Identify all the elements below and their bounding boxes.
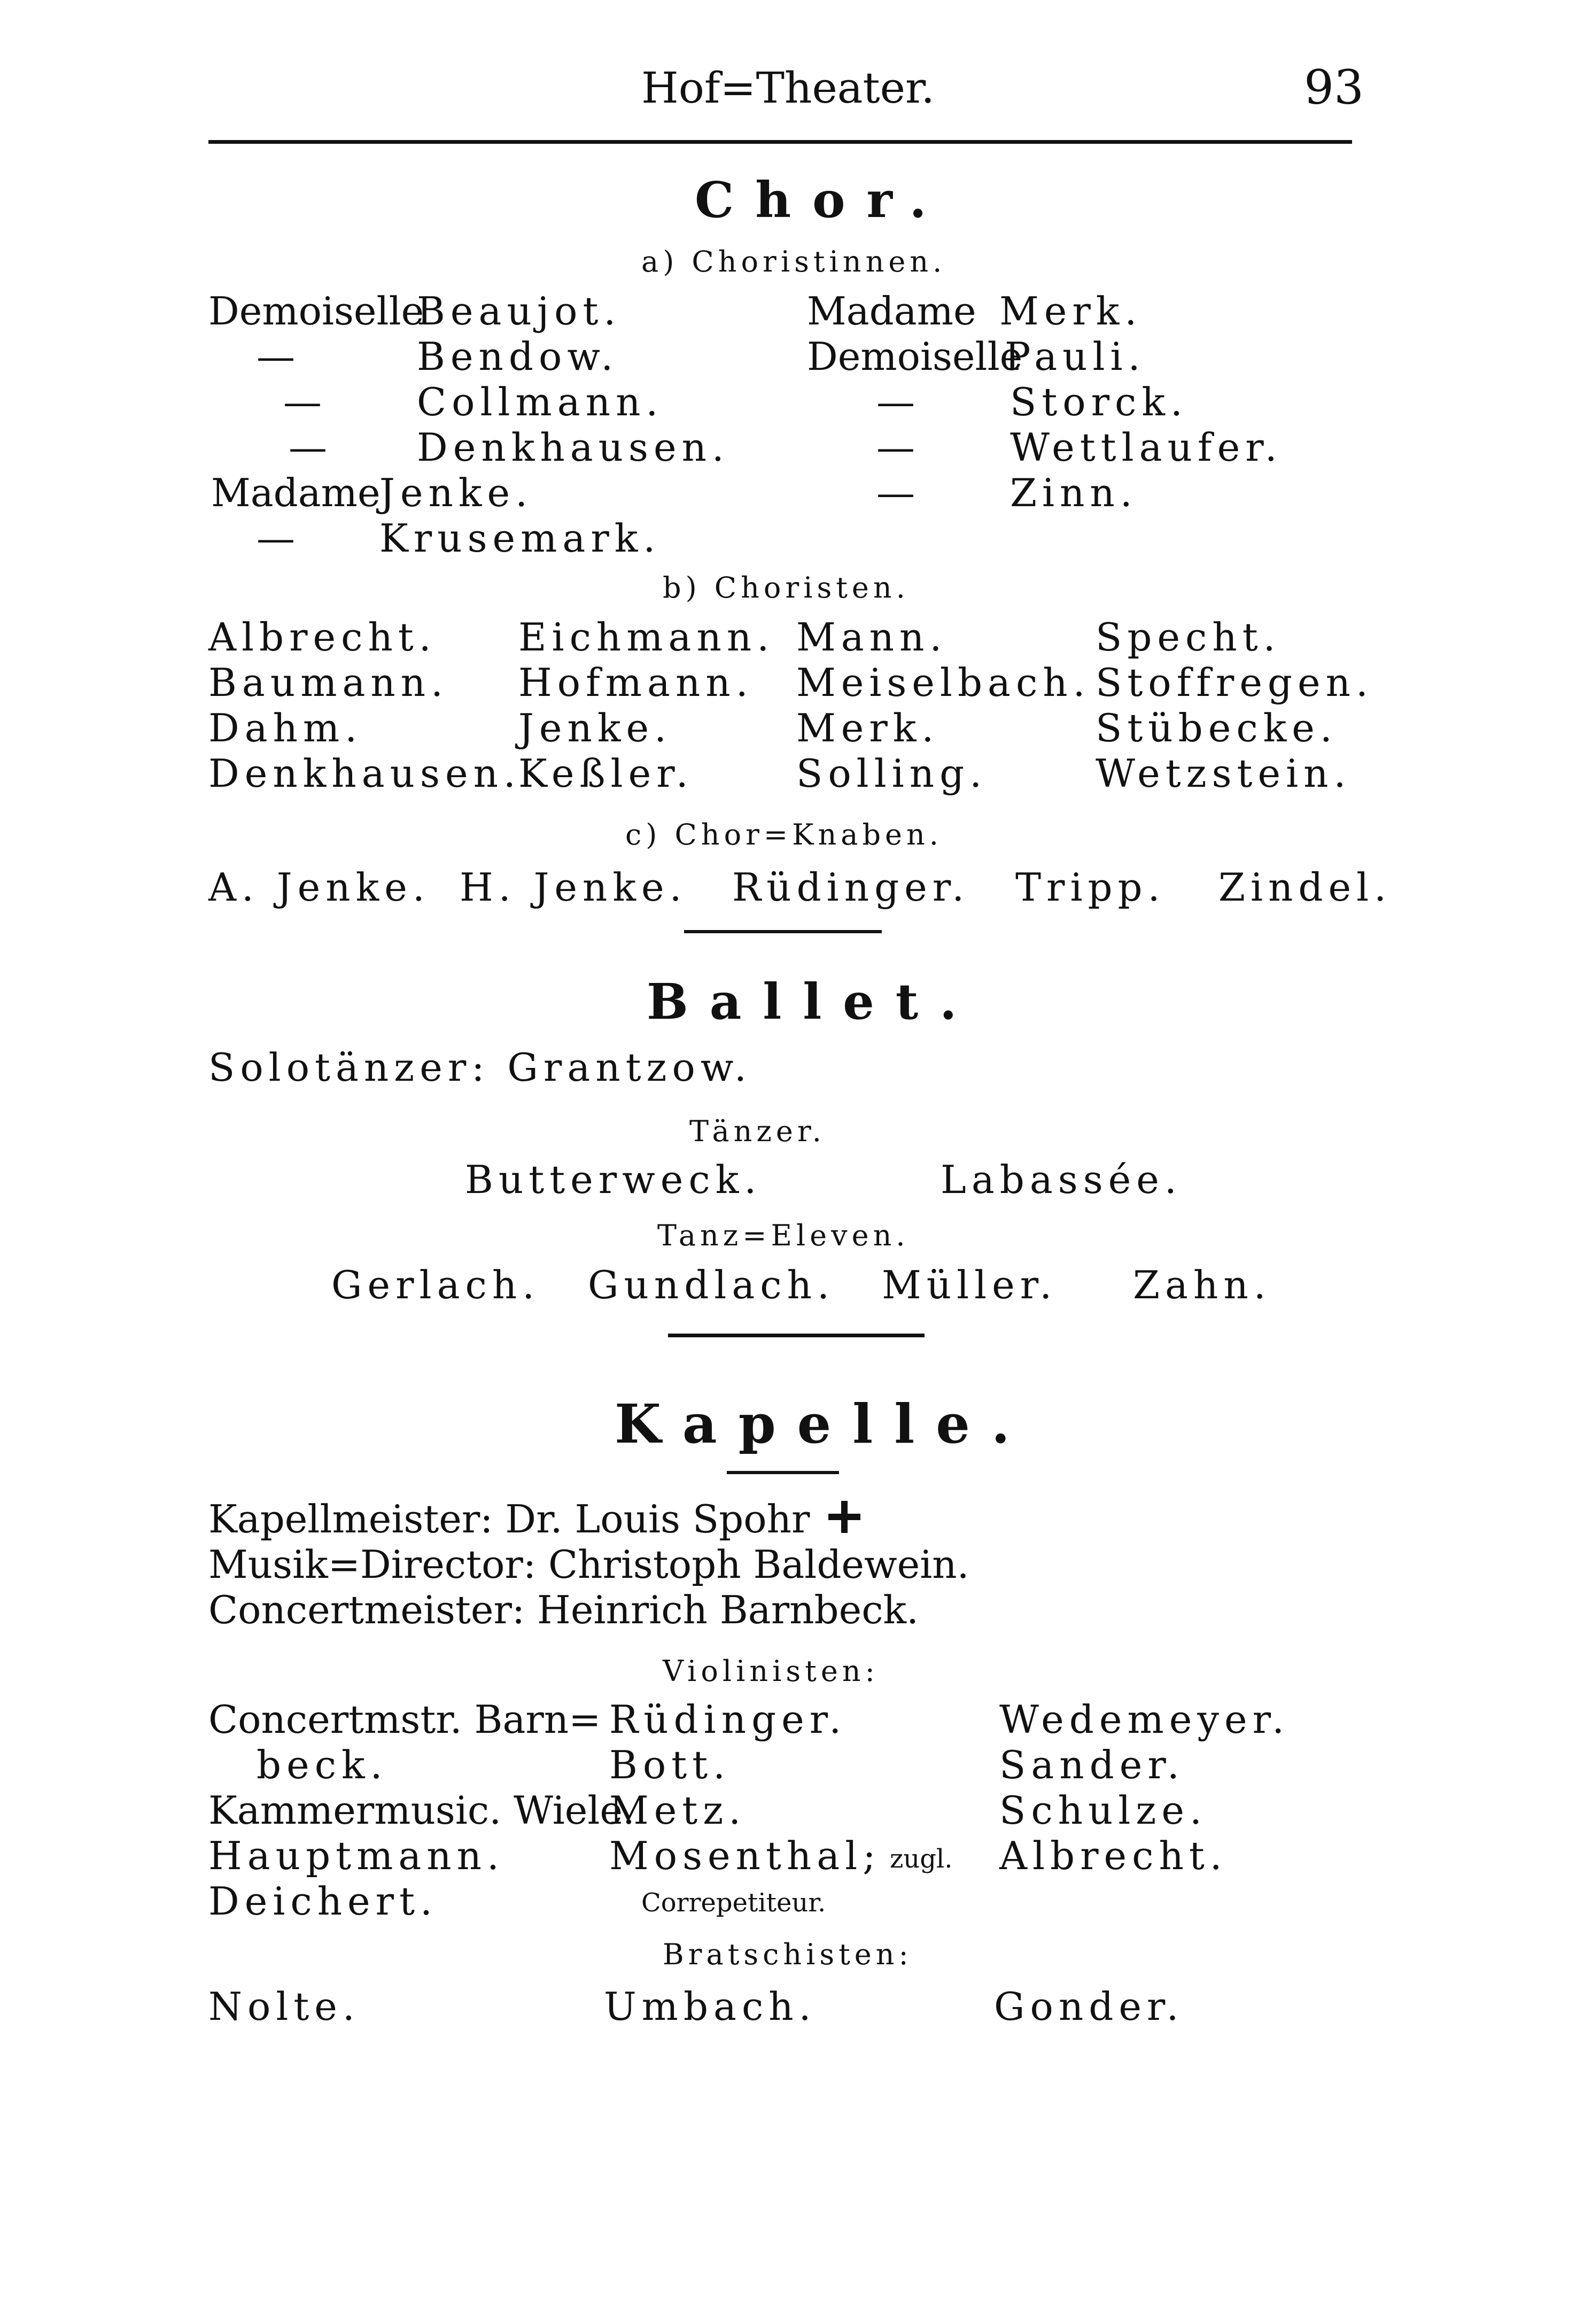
- ditto-mark: —: [876, 379, 915, 424]
- choristin-title: Demoiselle: [208, 289, 424, 334]
- choristin-title: Madame: [211, 470, 381, 515]
- choristin-name: Krusemark.: [379, 516, 661, 561]
- violinist-name: Deichert.: [208, 1879, 438, 1924]
- violinist-name: Kammermusic. Wiele.: [208, 1788, 635, 1833]
- chorist-name: Meiselbach.: [796, 660, 1091, 705]
- chorist-name: Dahm.: [208, 706, 363, 750]
- chorist-name: Stoffregen.: [1096, 660, 1373, 705]
- ditto-mark: —: [876, 425, 915, 470]
- chorknabe-name: Tripp.: [1015, 865, 1166, 910]
- chorist-name: Eichmann.: [518, 615, 775, 660]
- section-heading-ballet: Ballet.: [647, 973, 979, 1031]
- section-divider: [684, 930, 882, 933]
- subsection-bratschisten: Bratschisten:: [663, 1938, 913, 1971]
- concertmeister-line: Concertmeister: Heinrich Barnbeck.: [208, 1587, 919, 1632]
- choristin-name: Zinn.: [1010, 470, 1138, 515]
- violinist-name-cont: beck.: [257, 1742, 388, 1787]
- subsection-choristen: b) Choristen.: [663, 571, 910, 605]
- choristin-name: Beaujot.: [417, 289, 622, 334]
- chorist-name: Merk.: [796, 706, 939, 750]
- choristin-name: Storck.: [1010, 379, 1188, 424]
- bratschist-name: Nolte.: [208, 1984, 360, 2029]
- tanzeleve-name: Gundlach.: [588, 1262, 835, 1307]
- subsection-chorknaben: c) Chor=Knaben.: [625, 818, 943, 851]
- violinist-name: Mosenthal;: [609, 1833, 881, 1878]
- violinist-name: Albrecht.: [999, 1833, 1228, 1878]
- bratschist-name: Umbach.: [604, 1984, 817, 2029]
- header-rule: [208, 140, 1352, 144]
- bratschist-name: Gonder.: [994, 1984, 1184, 2029]
- chorknabe-name: Rüdinger.: [732, 865, 970, 910]
- chorist-name: Stübecke.: [1096, 706, 1338, 750]
- violinist-name: Sander.: [999, 1742, 1185, 1787]
- violinist-name: Hauptmann.: [208, 1833, 504, 1878]
- subsection-violinisten: Violinisten:: [663, 1654, 879, 1688]
- page-number: 93: [1304, 60, 1364, 115]
- violinist-name: Concertmstr. Barn=: [208, 1697, 601, 1742]
- choristin-name: Pauli.: [1005, 334, 1146, 379]
- kapellmeister-line: Kapellmeister: Dr. Louis Spohr: [208, 1497, 810, 1541]
- ditto-mark: —: [257, 516, 295, 561]
- chorknabe-name: Zindel.: [1218, 865, 1392, 910]
- ditto-mark: —: [283, 379, 322, 424]
- violinist-name: Schulze.: [999, 1788, 1207, 1833]
- chorist-name: Mann.: [796, 615, 948, 660]
- running-title: Hof=Theater.: [641, 63, 935, 113]
- heading-underline: [727, 1471, 839, 1474]
- chorist-name: Baumann.: [208, 660, 449, 705]
- section-divider: [668, 1334, 925, 1337]
- violinist-name: Metz.: [609, 1788, 747, 1833]
- choristin-name: Bendow.: [417, 334, 619, 379]
- chorist-name: Keßler.: [518, 751, 694, 796]
- ditto-mark: —: [257, 334, 295, 379]
- taenzer-name: Labassée.: [941, 1157, 1182, 1202]
- solotaenzer-line: Solotänzer: Grantzow.: [208, 1045, 752, 1090]
- chorist-name: Solling.: [796, 751, 988, 796]
- choristin-name: Denkhausen.: [417, 425, 729, 470]
- tanzeleve-name: Zahn.: [1133, 1262, 1271, 1307]
- musikdirector-line: Musik=Director: Christoph Baldewein.: [208, 1542, 969, 1587]
- choristin-name: Collmann.: [417, 379, 664, 424]
- violinist-name: Bott.: [609, 1742, 731, 1787]
- choristin-name: Merk.: [999, 289, 1143, 334]
- chorist-name: Specht.: [1096, 615, 1281, 660]
- violinist-note: Correpetiteur.: [641, 1888, 826, 1918]
- taenzer-name: Butterweck.: [465, 1157, 762, 1202]
- chorist-name: Denkhausen.: [208, 751, 521, 796]
- chorist-name: Jenke.: [518, 706, 672, 750]
- chorist-name: Hofmann.: [518, 660, 754, 705]
- choristin-title: Demoiselle: [807, 334, 1023, 379]
- subsection-choristinnen: a) Choristinnen.: [641, 245, 946, 278]
- choristin-name: Wettlaufer.: [1010, 425, 1283, 470]
- violinist-name: Rüdinger.: [609, 1697, 847, 1742]
- violinist-note: zugl.: [890, 1844, 953, 1874]
- section-heading-chor: Chor.: [695, 171, 948, 229]
- chorknabe-name: A. Jenke.: [208, 865, 430, 910]
- choristin-title: Madame: [807, 289, 976, 334]
- ditto-mark: —: [289, 425, 327, 470]
- section-heading-kapelle: Kapelle.: [615, 1392, 1031, 1455]
- chorist-name: Wetzstein.: [1096, 751, 1352, 796]
- violinist-name: Wedemeyer.: [999, 1697, 1290, 1742]
- order-cross-icon: [828, 1501, 860, 1533]
- chorist-name: Albrecht.: [208, 615, 437, 660]
- tanzeleve-name: Gerlach.: [331, 1262, 540, 1307]
- choristin-name: Jenke.: [379, 470, 533, 515]
- subsection-tanzeleven: Tanz=Eleven.: [657, 1219, 910, 1252]
- chorknabe-name: H. Jenke.: [460, 865, 687, 910]
- tanzeleve-name: Müller.: [882, 1262, 1058, 1307]
- subsection-taenzer: Tänzer.: [689, 1114, 826, 1148]
- ditto-mark: —: [876, 470, 915, 515]
